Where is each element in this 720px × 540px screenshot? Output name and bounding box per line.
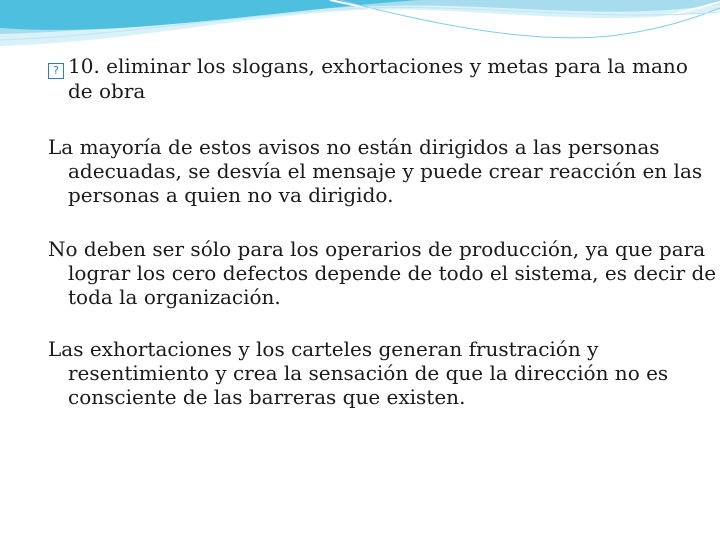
bullet-icon: ? [48,63,64,79]
slide-title [48,54,718,103]
paragraph-1: La mayoría de estos avisos no están dirigidos a las personas adecuadas, se desvía el mensaje y puede crear reacción en las personas a quien no va dirigido. [48,135,703,207]
paragraph-3: Las exhortaciones y los carteles generan frustración y resentimiento y crea la sensación de que la dirección no es consciente de las barreras que existen. [48,337,669,409]
paragraph-2: No deben ser sólo para los operarios de producción, ya que para lograr los cero defectos depende de todo el sistema, es decir de toda la organización. [48,237,717,309]
slide-title-text: 10. eliminar los slogans, exhortaciones y metas para la mano de obra [68,54,688,103]
